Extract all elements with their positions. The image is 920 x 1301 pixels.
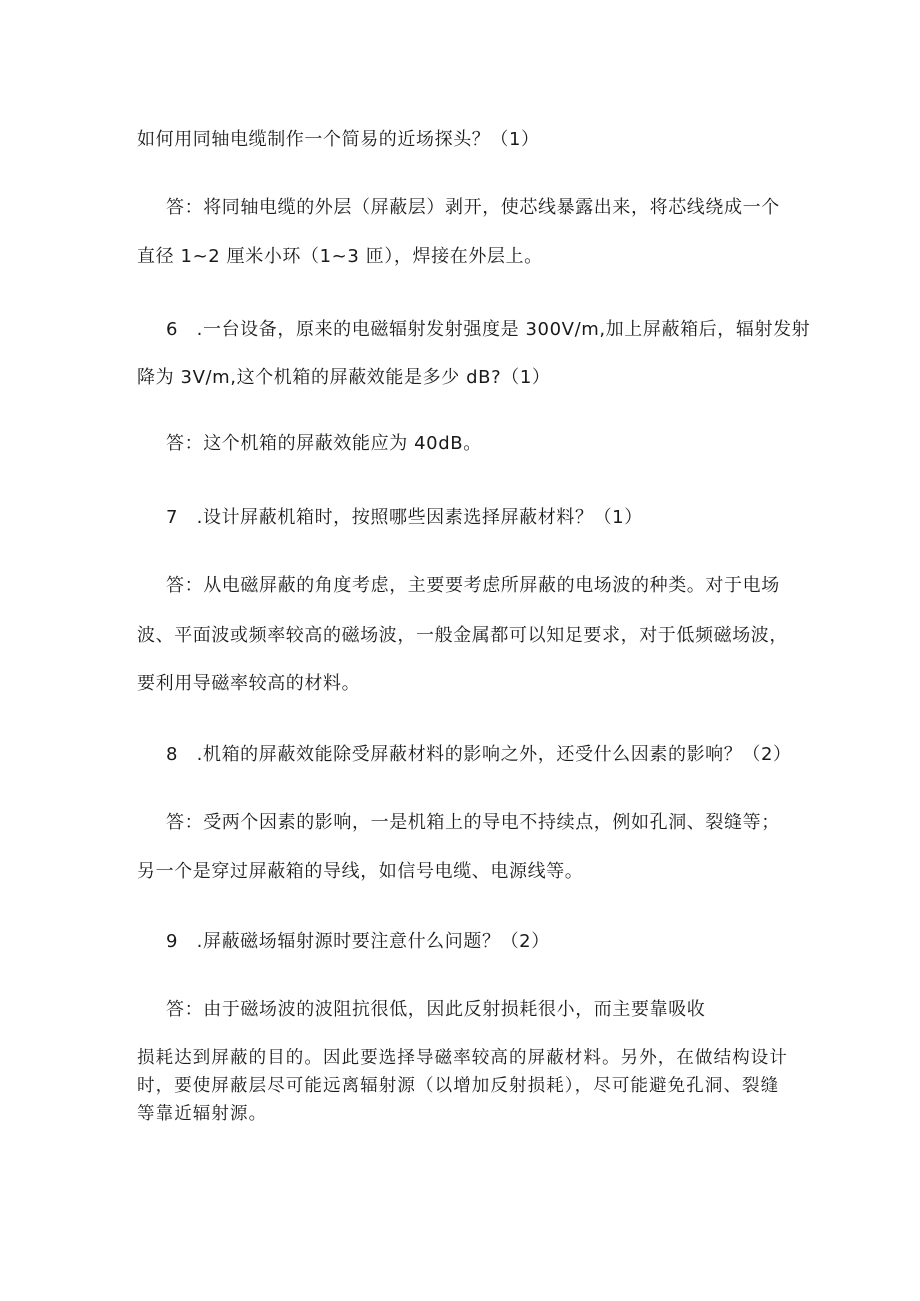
answer-5-line-1: 答：将同轴电缆的外层（屏蔽层）剥开，使芯线暴露出来，将芯线绕成一个 bbox=[166, 197, 780, 218]
question-5-line-1: 如何用同轴电缆制作一个简易的近场探头？（1） bbox=[137, 129, 540, 150]
answer-7-line-2: 波、平面波或频率较高的磁场波，一般金属都可以知足要求，对于低频磁场波， bbox=[137, 625, 788, 646]
answer-7-line-1: 答：从电磁屏蔽的角度考虑，主要要考虑所屏蔽的电场波的种类。对于电场 bbox=[166, 575, 780, 596]
answer-7-line-3: 要利用导磁率较高的材料。 bbox=[137, 673, 361, 694]
answer-9-line-2: 损耗达到屏蔽的目的。因此要选择导磁率较高的屏蔽材料。另外，在做结构设计 bbox=[137, 1048, 788, 1068]
answer-6-line-1: 答：这个机箱的屏蔽效能应为 40dB。 bbox=[166, 433, 482, 454]
question-7-line-1: 7 .设计屏蔽机箱时，按照哪些因素选择屏蔽材料？（1） bbox=[166, 507, 643, 528]
question-6-line-2: 降为 3V/m,这个机箱的屏蔽效能是多少 dB?（1） bbox=[137, 367, 551, 388]
answer-5-line-2: 直径 1~2 厘米小环（1~3 匝），焊接在外层上。 bbox=[137, 246, 543, 267]
answer-9-line-3: 时，要使屏蔽层尽可能远离辐射源（以增加反射损耗），尽可能避免孔洞、裂缝 bbox=[137, 1076, 780, 1096]
answer-9-line-1: 答：由于磁场波的波阻抗很低，因此反射损耗很小，而主要靠吸收 bbox=[166, 999, 706, 1020]
answer-8-line-2: 另一个是穿过屏蔽箱的导线，如信号电缆、电源线等。 bbox=[137, 861, 584, 882]
question-6-line-1: 6 .一台设备，原来的电磁辐射发射强度是 300V/m,加上屏蔽箱后，辐射发射 bbox=[166, 319, 811, 340]
answer-8-line-1: 答：受两个因素的影响，一是机箱上的导电不持续点，例如孔洞、裂缝等； bbox=[166, 812, 780, 833]
question-9-line-1: 9 .屏蔽磁场辐射源时要注意什么问题？（2） bbox=[166, 931, 550, 952]
question-8-line-1: 8 .机箱的屏蔽效能除受屏蔽材料的影响之外，还受什么因素的影响？（2） bbox=[166, 744, 792, 765]
answer-9-line-4: 等靠近辐射源。 bbox=[137, 1104, 268, 1124]
